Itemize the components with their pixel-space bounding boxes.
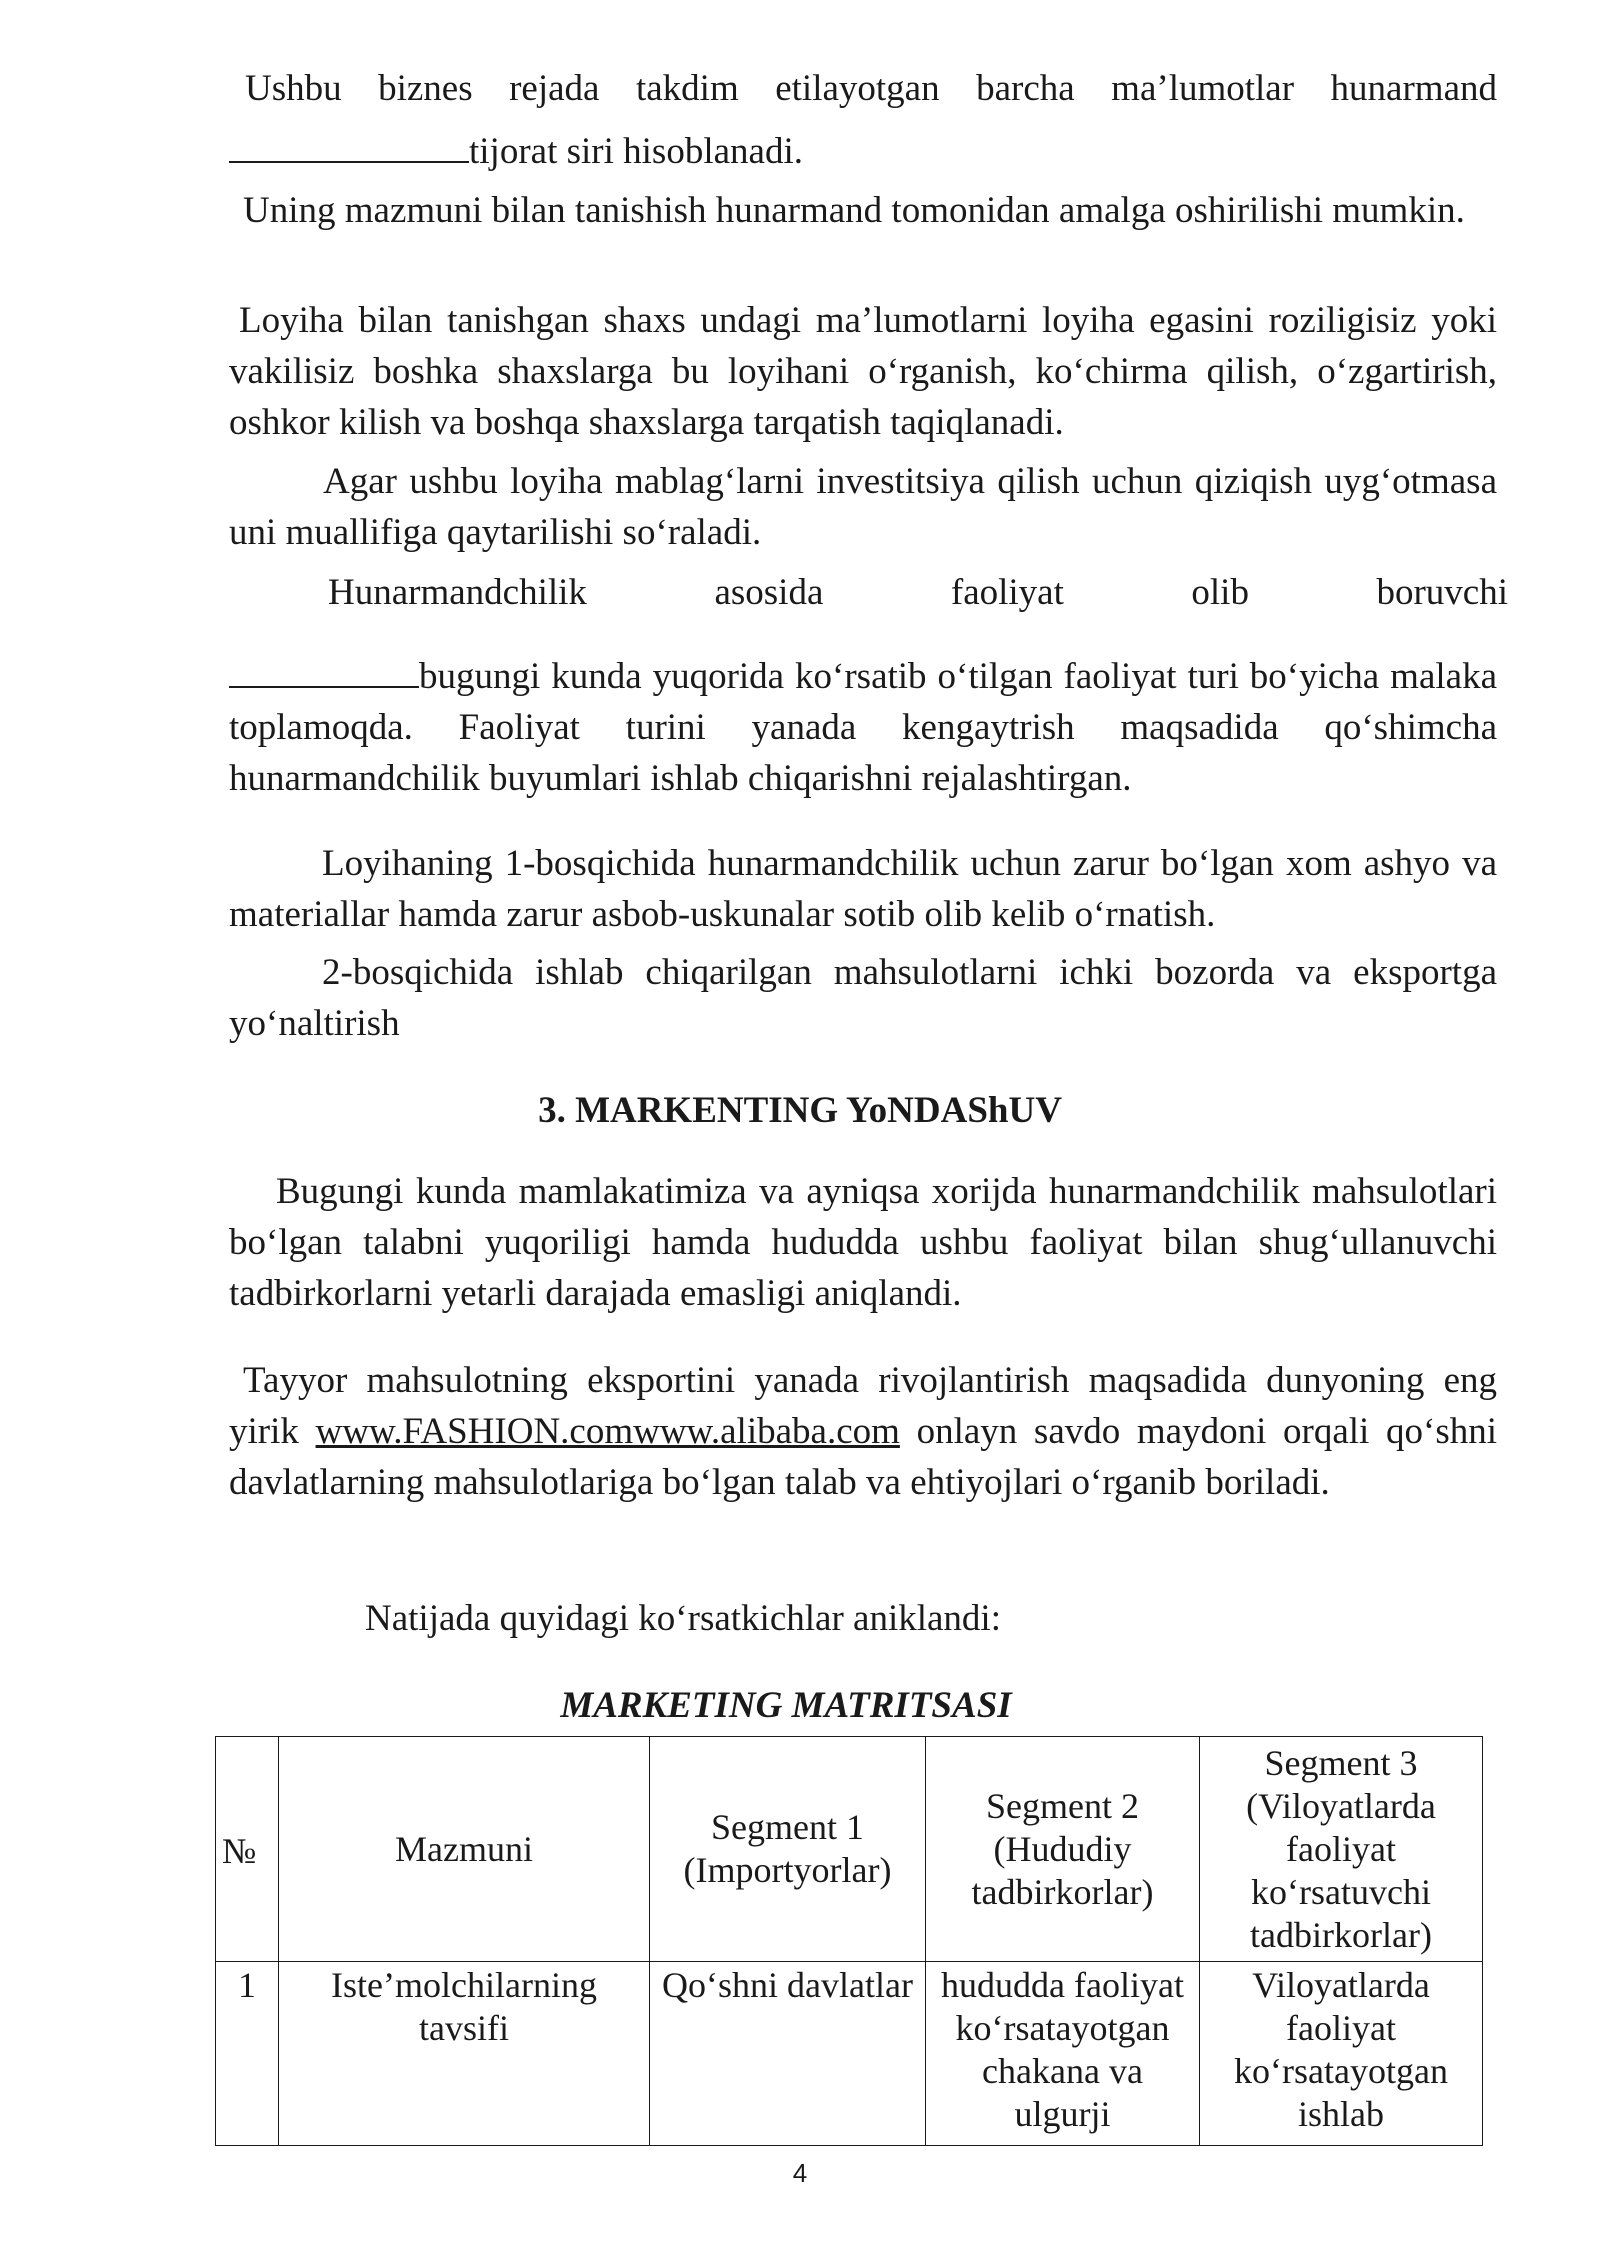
paragraph-text: tijorat siri hisoblanadi. [469, 131, 803, 172]
blank-line [229, 123, 469, 163]
paragraph-prohibition [229, 295, 1497, 448]
paragraph-return [229, 456, 1497, 558]
paragraph-stage-1 [229, 838, 1497, 940]
header-segment-3: Segment 3 (Viloyatlarda faoliyat ko‘rsatuvchi tadbirkorlar) [1200, 1737, 1483, 1962]
paragraph-text: Uning mazmuni bilan tanishish hunarmand tomonidan amalga oshirilishi mumkin. [243, 190, 1465, 231]
header-segment-1: Segment 1 (Importyorlar) [650, 1737, 926, 1962]
paragraph-text: bugungi kunda yuqorida ko‘rsatib o‘tilgan faoliyat turi bo‘yicha malaka toplamoqda. Faoliyat turini yanada kengaytrish maqsadida qo‘shimcha hunarmandchilik buyumlari ishlab chiqarishni rejalashtirgan. [229, 656, 1497, 799]
word: boruvchi [1376, 572, 1508, 613]
header-content: Mazmuni [279, 1737, 650, 1962]
table-caption: MARKETING MATRITSASI [560, 1685, 1012, 1726]
paragraph-export [229, 1355, 1497, 1508]
paragraph-results [365, 1593, 1465, 1644]
cell-content: Iste’molchilarning tavsifi [279, 1962, 650, 2146]
header-segment-2: Segment 2 (Hududiy tadbirkorlar) [926, 1737, 1200, 1962]
cell-number: 1 [216, 1962, 279, 2146]
marketing-matrix-table [215, 1736, 1483, 2146]
paragraph-confidential-end [229, 123, 1497, 177]
paragraph-stage-2 [229, 947, 1497, 1049]
word: asosida [714, 572, 824, 613]
cell-segment-1: Qo‘shni davlatlar [650, 1962, 926, 2146]
page-number: 4 [792, 2158, 808, 2188]
marketplace-link[interactable]: www.FASHION.comwww.alibaba.com [315, 1411, 900, 1452]
paragraph-craftsman-line [328, 567, 1508, 618]
paragraph-text: onlayn savdo maydoni orqali qo‘shni davlatlarning mahsulotlariga bo‘lgan talab va ehtiyojlari o‘rganib boriladi. [229, 1411, 1497, 1503]
paragraph-familiarization [229, 185, 1497, 236]
paragraph-text: Tayyor mahsulotning eksportini yanada rivojlantirish maqsadida dunyoning eng yirik [229, 1360, 1497, 1452]
blank-line [229, 648, 419, 688]
paragraph-confidential-intro [229, 63, 1497, 114]
paragraph-text: 2-bosqichida ishlab chiqarilgan mahsulotlarni ichki bozorda va eksportga yo‘naltirish [229, 952, 1497, 1044]
header-number: № [216, 1737, 279, 1962]
paragraph-text: Loyihaning 1-bosqichida hunarmandchilik uchun zarur bo‘lgan xom ashyo va materiallar hamda zarur asbob-uskunalar sotib olib kelib o‘rnatish. [229, 843, 1497, 935]
table-row [216, 1962, 1483, 2146]
table-header-row [216, 1737, 1483, 1962]
word: Hunarmandchilik [328, 572, 587, 613]
paragraph-experience [229, 648, 1497, 804]
cell-segment-2: hududda faoliyat ko‘rsatayotgan chakana va ulgurji [926, 1962, 1200, 2146]
paragraph-text: Ushbu biznes rejada takdim etilayotgan barcha ma’lumotlar hunarmand [245, 68, 1497, 109]
paragraph-market-demand [229, 1166, 1497, 1319]
paragraph-text: Bugungi kunda mamlakatimiza va ayniqsa xorijda hunarmandchilik mahsulotlari bo‘lgan talabni yuqoriligi hamda hududda ushbu faoliyat bilan shug‘ullanuvchi tadbirkorlarni yetarli darajada emasligi aniqlandi. [229, 1171, 1497, 1314]
word: faoliyat [950, 572, 1064, 613]
section-heading: 3. MARKENTING YoNDAShUV [538, 1090, 1062, 1131]
paragraph-text: Natijada quyidagi ko‘rsatkichlar aniklandi: [365, 1598, 1001, 1639]
paragraph-text: Agar ushbu loyiha mablag‘larni investitsiya qilish uchun qiziqish uyg‘otmasa uni muallifiga qaytarilishi so‘raladi. [229, 461, 1497, 553]
cell-segment-3: Viloyatlarda faoliyat ko‘rsatayotgan ishlab [1200, 1962, 1483, 2146]
word: olib [1191, 572, 1249, 613]
paragraph-text: Loyiha bilan tanishgan shaxs undagi ma’lumotlarni loyiha egasini roziligisiz yoki vakilisiz boshka shaxslarga bu loyihani o‘rganish, ko‘chirma qilish, o‘zgartirish, oshkor kilish va boshqa shaxslarga tarqatish taqiqlanadi. [229, 300, 1497, 443]
